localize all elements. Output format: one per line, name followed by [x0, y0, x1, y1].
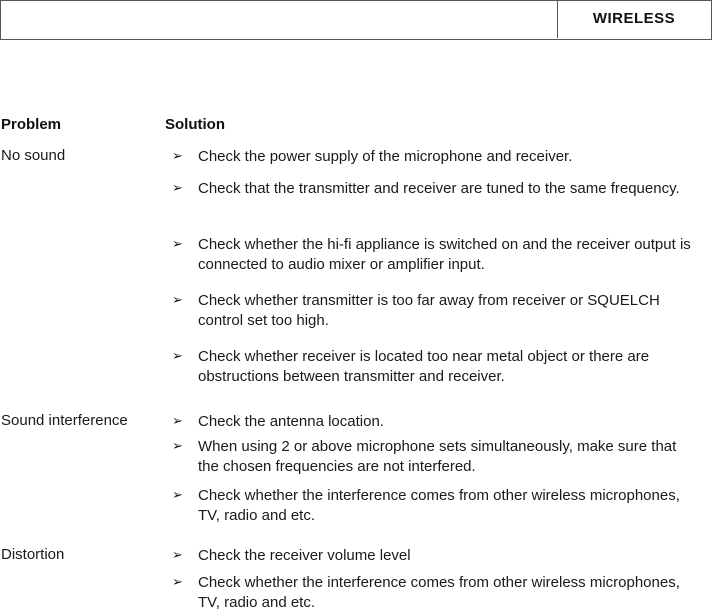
arrow-bullet-icon: ➢: [172, 236, 183, 251]
solution-item: Check that the transmitter and receiver are tuned to the same frequency.: [198, 180, 680, 197]
solution-item: Check the power supply of the microphone and receiver.: [198, 148, 573, 165]
problem-sound-interference: Sound interference: [1, 412, 128, 429]
solution-item: Check the receiver volume level: [198, 547, 411, 564]
solution-item: Check whether transmitter is too far away from receiver or SQUELCH control set too high.: [198, 292, 660, 329]
arrow-bullet-icon: ➢: [172, 413, 183, 428]
solution-item: Check whether the hi-fi appliance is switched on and the receiver output is connected to audio mixer or amplifier input.: [198, 236, 691, 273]
page-title: WIRELESS: [592, 10, 676, 27]
solution-item: Check whether the interference comes from other wireless microphones, TV, radio and etc.: [198, 487, 680, 524]
solution-item: Check whether the interference comes from other wireless microphones, TV, radio and etc.: [198, 574, 680, 611]
arrow-bullet-icon: ➢: [172, 574, 183, 589]
problem-no-sound: No sound: [1, 147, 66, 164]
solution-column-heading: Solution: [165, 116, 225, 133]
solution-item: When using 2 or above microphone sets simultaneously, make sure that the chosen frequencies are not interfered.: [198, 438, 677, 475]
arrow-bullet-icon: ➢: [172, 348, 183, 363]
arrow-bullet-icon: ➢: [172, 547, 183, 562]
solution-item: Check whether receiver is located too near metal object or there are obstructions between transmitter and receiver.: [198, 348, 650, 385]
solution-item: Check the antenna location.: [198, 413, 384, 430]
arrow-bullet-icon: ➢: [172, 148, 183, 163]
arrow-bullet-icon: ➢: [172, 180, 183, 195]
problem-distortion: Distortion: [1, 546, 65, 563]
arrow-bullet-icon: ➢: [172, 487, 183, 502]
arrow-bullet-icon: ➢: [172, 292, 183, 307]
problem-column-heading: Problem: [1, 116, 62, 133]
arrow-bullet-icon: ➢: [172, 438, 183, 453]
